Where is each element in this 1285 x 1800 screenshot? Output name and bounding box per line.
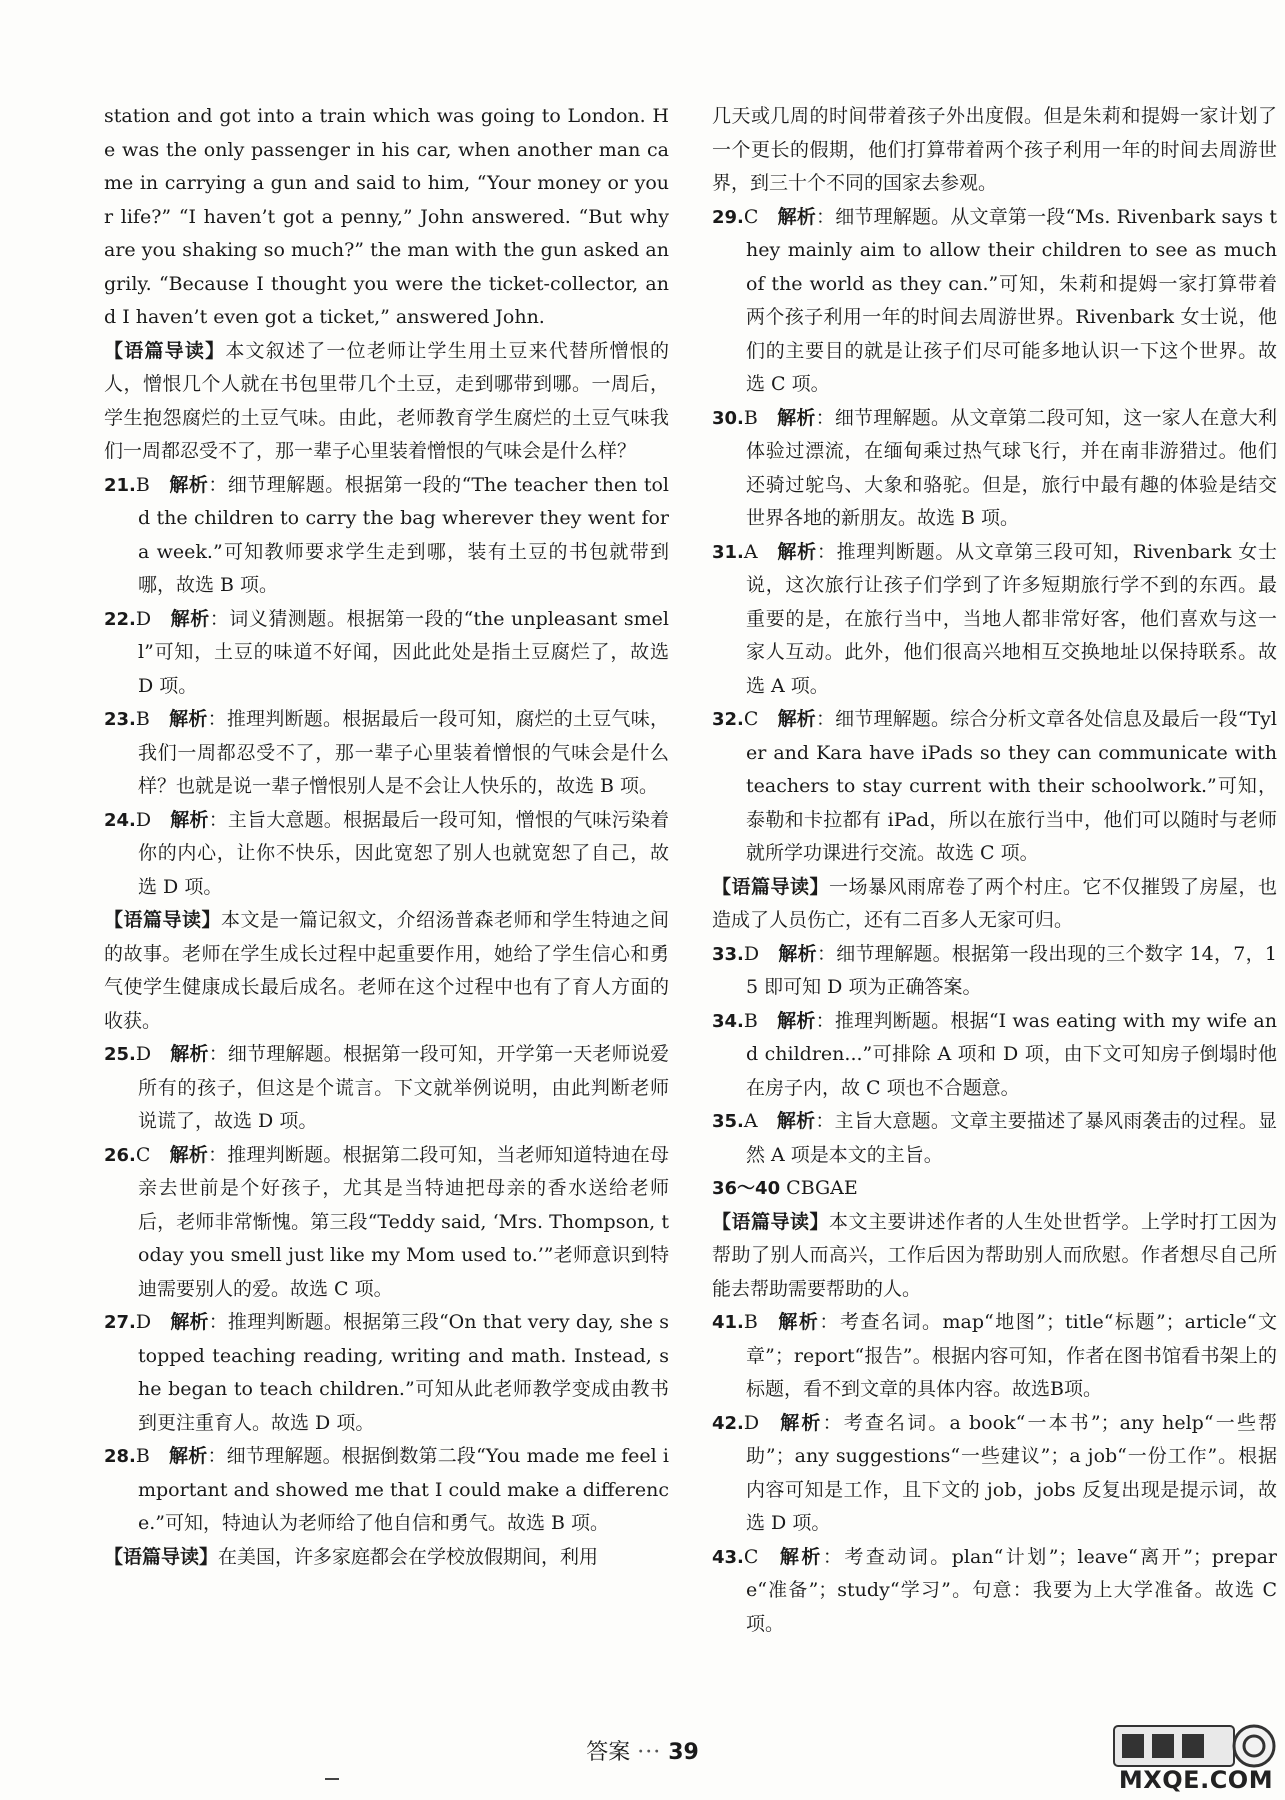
question-number: 34.: [712, 1010, 744, 1032]
answer-choice: D: [135, 1311, 152, 1333]
analysis-text: ：推理判断题。根据最后一段可知，腐烂的土豆气味，我们一周都忍受不了，那一辈子心里装着憎恨的气味会是什么样？也就是说一辈子憎恨别人是不会让人快乐的，故选 B 项。: [138, 708, 669, 797]
analysis-text: ：细节理解题。根据第一段的“The teacher then told the children to carry the bag wherever they went for a week.”可知教师要求学生走到哪，装有土豆的书包就带到哪，故选 B 项。: [138, 473, 669, 596]
analysis-text: ：推理判断题。从文章第三段可知，Rivenbark 女士说，这次旅行让孩子们学到了许多短期旅行学不到的东西。最重要的是，在旅行当中，当地人都非常好客，他们喜欢与这一家人互动。此外，他们很高兴地相互交换地址以保持联系。故选 A 项。: [746, 540, 1277, 697]
question-number: 29.: [712, 206, 744, 228]
analysis-label: 解析: [776, 406, 816, 429]
guide-tag: 【语篇导读】: [104, 909, 221, 931]
analysis-text: ：推理判断题。根据第三段“On that very day, she stopped teaching reading, writing and math. Instead, she began to teach children.”可知从此老师教学变成由教书到更注重育人。故选 D 项。: [138, 1311, 669, 1434]
print-mark: [325, 1778, 339, 1780]
answer-item: [712, 938, 1277, 1005]
analysis-label: 解析: [170, 1311, 209, 1333]
analysis-text: ：细节理解题。从文章第二段可知，这一家人在意大利体验过漂流，在缅甸乘过热气球飞行，并在南非游猎过。他们还骑过鸵鸟、大象和骆驼。但是，旅行中最有趣的体验是结交世界各地的新朋友。故选 B 项。: [746, 406, 1277, 529]
reading-guide: [104, 335, 669, 469]
analysis-label: 解析: [168, 1445, 208, 1467]
analysis-text: ：主旨大意题。根据最后一段可知，憎恨的气味污染着你的内心，让你不快乐，因此宽恕了别人也就宽恕了自己，故选 D 项。: [138, 808, 669, 898]
answer-choice: B: [743, 406, 758, 429]
analysis-label: 解析: [168, 708, 208, 730]
guide-tag: 【语篇导读】: [712, 875, 829, 898]
range-answers: CBGAE: [786, 1177, 858, 1199]
analysis-label: 解析: [170, 808, 209, 831]
question-number: 26.: [104, 1144, 136, 1166]
answer-choice: A: [743, 1110, 758, 1132]
answer-choice: C: [743, 1545, 759, 1568]
reading-guide: [712, 871, 1277, 938]
answer-item: [712, 201, 1277, 402]
analysis-label: 解析: [776, 1009, 816, 1032]
analysis-text: ：考查名词。a book“一本书”；any help“一些帮助”；any suggestions“一些建议”；a job“一份工作”。根据内容可知是工作，且下文的 job，jobs 反复出现是提示词，故选 D 项。: [746, 1411, 1277, 1534]
analysis-label: 解析: [170, 1043, 209, 1065]
answer-item: [712, 1105, 1277, 1172]
question-number: 22.: [104, 608, 136, 630]
guide-tag: 【语篇导读】: [104, 1545, 219, 1568]
answer-item: [104, 703, 669, 804]
question-number: 24.: [104, 809, 136, 831]
page-footer: [0, 1735, 1285, 1766]
question-number: 27.: [104, 1312, 136, 1333]
footer-dots: ···: [637, 1740, 662, 1765]
answer-item: [712, 703, 1277, 871]
analysis-label: 解析: [778, 1411, 823, 1434]
analysis-text: ：主旨大意题。文章主要描述了暴风雨袭击的过程。显然 A 项是本文的主旨。: [746, 1110, 1277, 1166]
answer-item: [712, 402, 1277, 536]
answer-choice: B: [135, 473, 150, 496]
answer-item: [712, 1407, 1277, 1541]
analysis-text: ：细节理解题。根据倒数第二段“You made me feel important and showed me that I could make a difference.”可知，特迪认为老师给了他自信和勇气。故选 B 项。: [138, 1445, 669, 1534]
answer-choice: A: [743, 540, 758, 563]
answer-choice: B: [743, 1311, 758, 1333]
analysis-text: ：推理判断题。根据第二段可知，当老师知道特迪在母亲去世前是个好孩子，尤其是当特迪把母亲的香水送给老师后，老师非常惭愧。第三段“Teddy said, ‘Mrs. Thompson, today you smell just like my Mom used to.’”老师意识到特迪需要别人的爱。故选 C 项。: [138, 1143, 669, 1300]
question-number: 33.: [712, 943, 744, 965]
analysis-text: ：推理判断题。根据“I was eating with my wife and children...”可排除 A 项和 D 项，由下文可知房子倒塌时他在房子内，故 C 项也不合题意。: [746, 1009, 1277, 1099]
analysis-label: 解析: [776, 540, 817, 563]
analysis-text: ：细节理解题。根据第一段出现的三个数字 14，7，15 即可知 D 项为正确答案。: [746, 942, 1277, 998]
analysis-label: 解析: [169, 1143, 209, 1166]
answer-choice: C: [743, 708, 759, 730]
answer-item: [712, 1306, 1277, 1407]
reading-guide: [712, 1206, 1277, 1307]
question-number: 21.: [104, 474, 136, 496]
question-number: 31.: [712, 541, 744, 563]
question-number: 42.: [712, 1412, 744, 1434]
answer-item: [104, 1139, 669, 1307]
answer-choice: B: [135, 708, 150, 730]
analysis-label: 解析: [776, 1110, 816, 1132]
question-number: 25.: [104, 1044, 136, 1065]
analysis-text: ：细节理解题。综合分析文章各处信息及最后一段“Tyler and Kara have iPads so they can communicate with teachers to stay current with their schoolwork.”可知，泰勒和卡拉都有 iPad，所以在旅行当中，他们可以随时与老师就所学功课进行交流。故选 C 项。: [746, 708, 1277, 864]
answer-choice: C: [135, 1143, 151, 1166]
analysis-label: 解析: [776, 1311, 820, 1333]
answer-item: [104, 469, 669, 603]
answer-choice: D: [135, 607, 152, 630]
answer-item: [104, 804, 669, 905]
answer-item: [712, 1005, 1277, 1106]
analysis-text: ：细节理解题。从文章第一段“Ms. Rivenbark says they mainly aim to allow their children to see as much of the world as they can.”可知，朱莉和提姆一家打算带着两个孩子利用一年的时间去周游世界。Rivenbark 女士说，他们的主要目的就是让孩子们尽可能多地认识一下这个世界。故选 C 项。: [746, 205, 1277, 395]
answer-choice: D: [135, 1043, 152, 1065]
guide-text: 本文主要讲述作者的人生处世哲学。上学时打工因为帮助了别人而高兴，工作后因为帮助别人而欣慰。作者想尽自己所能去帮助需要帮助的人。: [712, 1210, 1277, 1300]
analysis-label: 解析: [170, 607, 210, 630]
analysis-text: ：词义猜测题。根据第一段的“the unpleasant smell”可知，土豆的味道不好闻，因此此处是指土豆腐烂了，故选 D 项。: [138, 607, 669, 697]
passage-continuation: station and got into a train which was going to London. He was the only passenger in his car, when another man came in carrying a gun and said to him, “Your money or your life?” “I haven’t got a penny,” John answered. “But why are you shaking so much?” the man with the gun asked angrily. “Because I thought you were the ticket-collector, and I haven’t even got a ticket,” answered John.: [104, 105, 669, 328]
analysis-label: 解析: [777, 1545, 823, 1568]
answer-item: [104, 1038, 669, 1139]
watermark-text: MXQE.COM: [1118, 1766, 1274, 1794]
analysis-label: 解析: [777, 708, 816, 730]
question-number: 41.: [712, 1312, 744, 1333]
answer-circle-logo-icon: [1112, 1722, 1280, 1770]
guide-text: 在美国，许多家庭都会在学校放假期间，利用: [218, 1545, 599, 1568]
reading-guide: [104, 904, 669, 1038]
answer-choice: C: [743, 205, 759, 228]
analysis-text: ：考查动词。plan“计划”；leave“离开”；prepare“准备”；study“学习”。句意：我要为上大学准备。故选 C 项。: [746, 1545, 1277, 1635]
passage-continuation: 几天或几周的时间带着孩子外出度假。但是朱莉和提姆一家计划了一个更长的假期，他们打算带着两个孩子利用一年的时间去周游世界，到三十个不同的国家去参观。: [712, 105, 1277, 194]
analysis-label: 解析: [777, 205, 817, 228]
question-number: 32.: [712, 709, 744, 730]
page-number: 39: [668, 1740, 699, 1765]
answer-item: [104, 603, 669, 704]
answer-choice: D: [743, 942, 760, 965]
left-column: [104, 100, 669, 1574]
answer-choice: B: [743, 1009, 758, 1032]
answer-item: [104, 1306, 669, 1440]
question-number: 30.: [712, 407, 744, 429]
footer-label: 答案: [586, 1740, 631, 1765]
answer-choice: D: [135, 808, 152, 831]
question-number: 43.: [712, 1546, 744, 1568]
answer-choice: D: [743, 1411, 760, 1434]
answer-item: [712, 1541, 1277, 1642]
answer-choice: B: [135, 1445, 150, 1467]
analysis-label: 解析: [778, 942, 817, 965]
answer-item: [104, 1440, 669, 1541]
question-number: 23.: [104, 709, 136, 730]
answer-item: [712, 536, 1277, 704]
guide-tag: 【语篇导读】: [104, 339, 226, 362]
reading-guide: [104, 1541, 669, 1575]
question-number: 28.: [104, 1446, 136, 1467]
guide-text: 本文叙述了一位老师让学生用土豆来代替所憎恨的人，憎恨几个人就在书包里带几个土豆，走到哪带到哪。一周后，学生抱怨腐烂的土豆气味。由此，老师教育学生腐烂的土豆气味我们一周都忍受不了，那一辈子心里装着憎恨的气味会是什么样？: [104, 339, 669, 462]
watermark-logo: [1112, 1722, 1280, 1796]
answer-range: [712, 1172, 1277, 1206]
analysis-label: 解析: [168, 473, 209, 496]
analysis-text: ：细节理解题。根据第一段可知，开学第一天老师说爱所有的孩子，但这是个谎言。下文就举例说明，由此判断老师说谎了，故选 D 项。: [138, 1043, 669, 1132]
analysis-text: ：考查名词。map“地图”；title“标题”；article“文章”；report“报告”。根据内容可知，作者在图书馆看书架上的标题，看不到文章的具体内容。故选B项。: [746, 1311, 1277, 1400]
question-range: 36～40: [712, 1178, 781, 1199]
guide-text: 本文是一篇记叙文，介绍汤普森老师和学生特迪之间的故事。老师在学生成长过程中起重要作用，她给了学生信心和勇气使学生健康成长最后成名。老师在这个过程中也有了育人方面的收获。: [104, 909, 669, 1032]
guide-text: 一场暴风雨席卷了两个村庄。它不仅摧毁了房屋，也造成了人员伤亡，还有二百多人无家可归。: [712, 875, 1277, 931]
question-number: 35.: [712, 1111, 744, 1132]
guide-tag: 【语篇导读】: [712, 1210, 829, 1233]
right-column: [712, 100, 1277, 1641]
